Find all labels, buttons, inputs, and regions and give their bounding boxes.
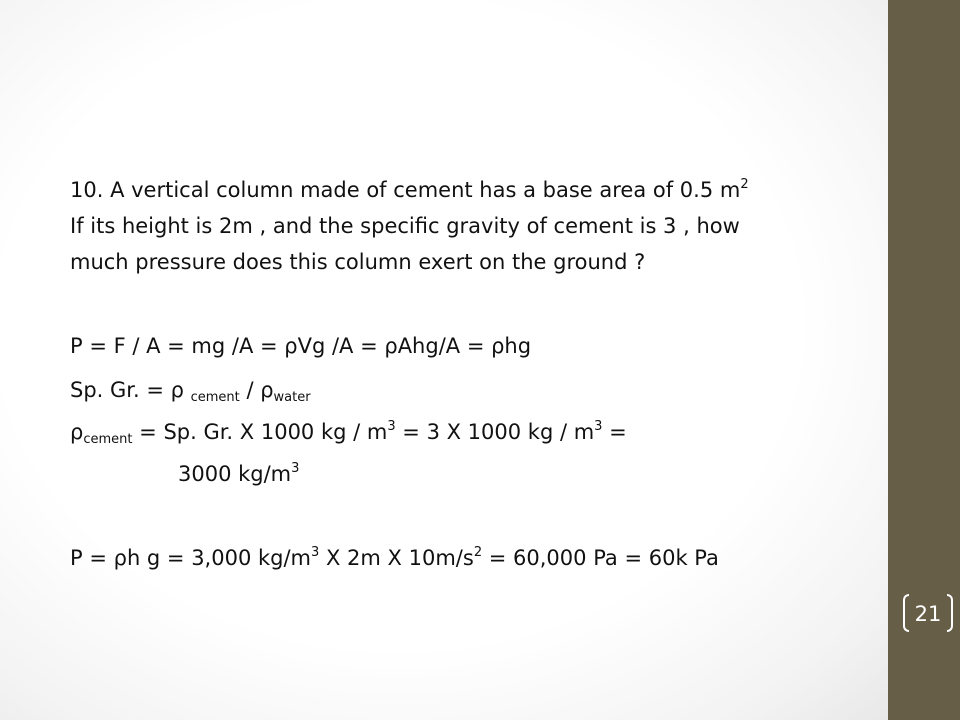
pressure-result-line (70, 546, 719, 571)
pressure-formula: P = F / A = mg /A = ρVg /A = ρAhg/A = ρhg (70, 334, 532, 358)
sp-gr-lhs: Sp. Gr. = ρ (70, 378, 191, 402)
superscript: 3 (387, 419, 396, 434)
specific-gravity-line (70, 378, 311, 403)
density-result: 3000 kg/m (178, 462, 292, 486)
density-line (70, 420, 627, 445)
density-result-line (178, 462, 299, 487)
density-eq-2: = 3 X 1000 kg / m (395, 420, 595, 444)
left-bracket-icon (903, 594, 909, 632)
subscript-cement: cement (83, 432, 133, 447)
density-eq-1: = Sp. Gr. X 1000 kg / m (132, 420, 388, 444)
superscript: 2 (473, 545, 483, 560)
superscript: 2 (740, 177, 749, 192)
rho-symbol: ρ (70, 420, 84, 444)
question-text-1: 10. A vertical column made of cement has a base area of 0.5 m (70, 178, 741, 202)
pressure-part-3: = 60,000 Pa = 60k Pa (482, 546, 719, 570)
sp-gr-mid: / ρ (239, 378, 274, 402)
pressure-part-2: X 2m X 10m/s (319, 546, 474, 570)
page-number: 21 (914, 602, 942, 626)
pressure-part-1: P = ρh g = 3,000 kg/m (70, 546, 312, 570)
question-line-3: much pressure does this column exert on the ground ? (70, 250, 646, 274)
superscript: 3 (291, 461, 300, 476)
density-eq-3: = (602, 420, 627, 444)
superscript: 3 (311, 545, 320, 560)
subscript-water: water (273, 390, 311, 405)
right-bracket-icon (947, 594, 953, 632)
superscript: 3 (594, 419, 603, 434)
subscript-cement: cement (190, 390, 240, 405)
page-number-badge (903, 594, 953, 634)
question-line-2: If its height is 2m , and the specific gravity of cement is 3 , how (70, 214, 740, 238)
question-line-1 (70, 178, 749, 203)
